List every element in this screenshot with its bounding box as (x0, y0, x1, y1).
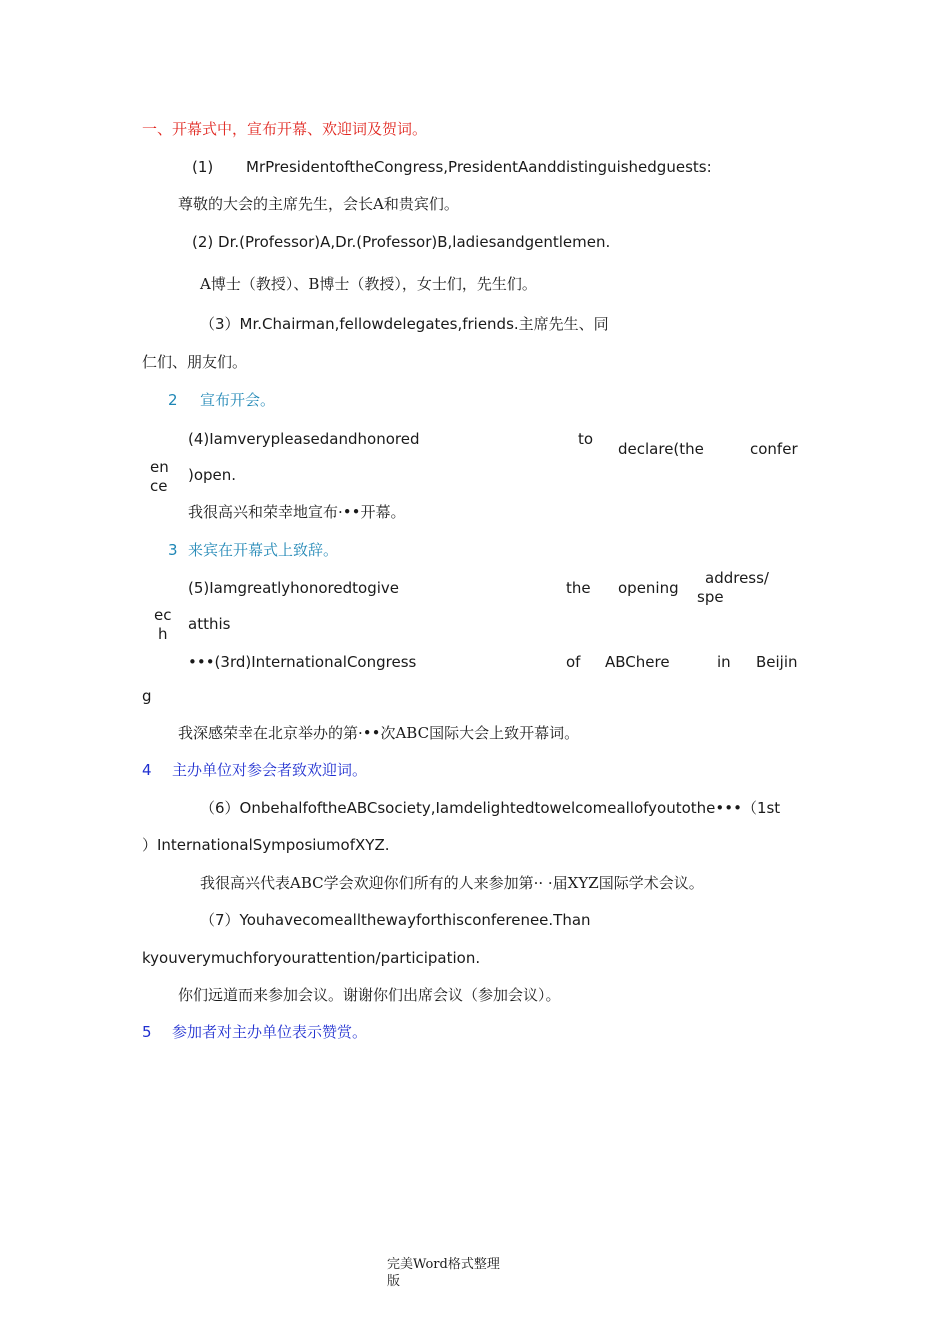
item-5-part-j: in (717, 653, 731, 671)
item-4-part-b: to (578, 430, 594, 448)
item-5-part-i: ABChere (605, 653, 670, 671)
item-5-part-h: of (566, 653, 581, 671)
section-heading-1: 一、开幕式中，宣布开幕、欢迎词及贺词。 (142, 120, 428, 138)
item-6-chinese: 我很高兴代表ABC学会欢迎你们所有的人来参加第·· ·届XYZ国际学术会议。 (200, 874, 704, 892)
item-2-english: (2) Dr.(Professor)A,Dr.(Professor)B,ladiesandgentlemen. (192, 233, 611, 251)
item-5-part-l: g (142, 687, 152, 705)
item-5-part-a: (5)Iamgreatlyhonoredtogive (188, 579, 399, 597)
item-4-wrap-1: en (150, 458, 169, 476)
section-heading-3-text: 来宾在开幕式上致辞。 (188, 541, 339, 559)
item-4-part-c: declare(the (618, 440, 704, 458)
item-6-english-continuation: ）InternationalSymposiumofXYZ. (142, 836, 390, 854)
item-1-chinese: 尊敬的大会的主席先生，会长A和贵宾们。 (178, 195, 459, 213)
section-heading-2-number: 2 (168, 391, 178, 409)
item-3-line (200, 315, 609, 333)
item-4-part-f: )open. (188, 466, 237, 484)
section-heading-4-number: 4 (142, 761, 152, 779)
item-5-part-b: the (566, 579, 591, 597)
item-1-english: MrPresidentoftheCongress,PresidentAanddistinguishedguests: (246, 158, 712, 176)
item-5-part-c: opening (618, 579, 679, 597)
section-heading-5-number: 5 (142, 1023, 152, 1041)
section-heading-2-text: 宣布开会。 (200, 391, 276, 409)
footer-line-2: 版 (387, 1274, 401, 1289)
footer-line-1: 完美Word格式整理 (387, 1257, 500, 1272)
item-5-part-f: atthis (188, 615, 231, 633)
item-5-wrap-2: h (158, 625, 168, 643)
section-heading-5-text: 参加者对主办单位表示赞赏。 (172, 1023, 368, 1041)
item-1-number: (1) (192, 158, 214, 176)
item-6-english: （6）OnbehalfoftheABCsociety,Iamdelightedtowelcomeallofyoutothe•••（1st (200, 799, 781, 817)
item-4-chinese: 我很高兴和荣幸地宣布·••开幕。 (188, 503, 406, 521)
item-7-english: （7）Youhavecomeallthewayforthisconferenee.Than (200, 911, 591, 929)
item-4-wrap-2: ce (150, 477, 168, 495)
item-7-chinese: 你们远道而来参加会议。谢谢你们出席会议（参加会议）。 (178, 986, 561, 1004)
item-3-english: （3）Mr.Chairman,fellowdelegates,friends. (200, 315, 519, 333)
item-5-chinese: 我深感荣幸在北京举办的第·••次ABC国际大会上致开幕词。 (178, 724, 580, 742)
item-4-part-a: (4)Iamverypleasedandhonored (188, 430, 420, 448)
item-7-english-continuation: kyouverymuchforyourattention/participation. (142, 949, 481, 967)
section-heading-4-text: 主办单位对参会者致欢迎词。 (172, 761, 368, 779)
item-5-part-d1: address/ (705, 569, 769, 587)
item-2-chinese: A博士（教授）、B博士（教授），女士们，先生们。 (200, 275, 537, 293)
item-5-wrap-1: ec (154, 606, 172, 624)
item-5-part-k: Beijin (756, 653, 798, 671)
item-3-chinese-continuation: 仁们、朋友们。 (142, 353, 248, 371)
item-3-chinese-inline: 主席先生、同 (518, 315, 609, 333)
item-5-part-g: •••(3rd)InternationalCongress (188, 653, 417, 671)
section-heading-3-number: 3 (168, 541, 178, 559)
item-5-part-d2: spe (697, 588, 724, 606)
item-4-part-d: confer (750, 440, 798, 458)
